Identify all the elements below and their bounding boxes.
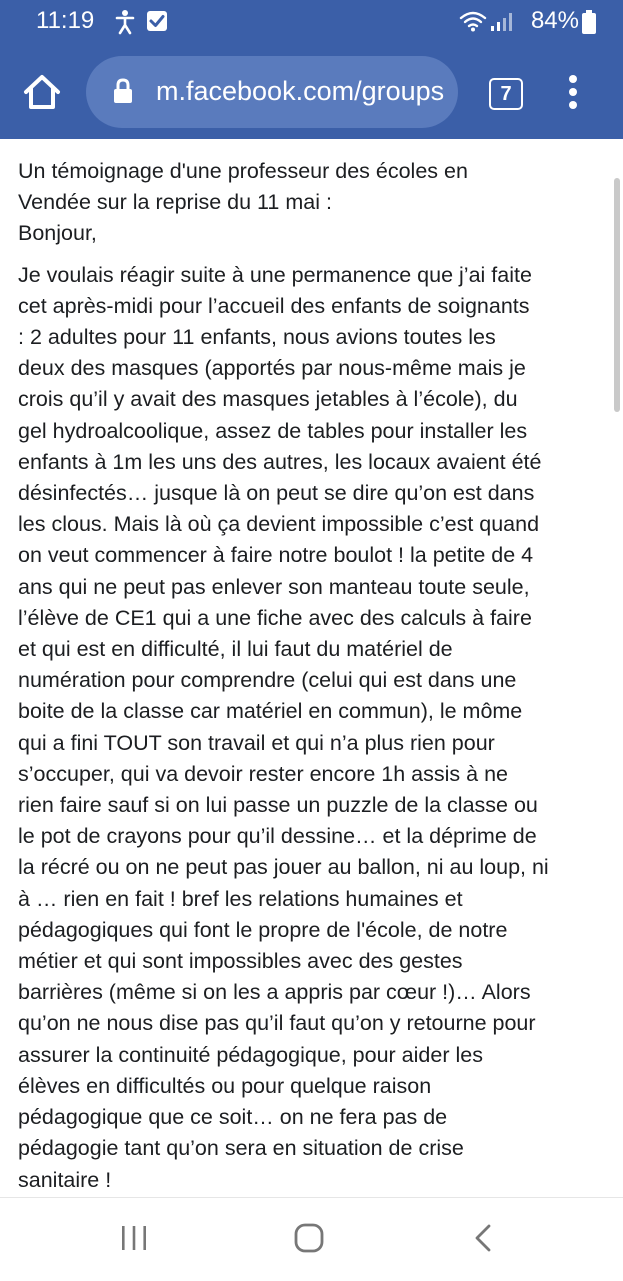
post-body-line: numération pour comprendre (celui qui est dans une [18, 668, 517, 693]
post-body-line: qu’on ne nous dise pas qu’il faut qu’on y retourne pour [18, 1011, 536, 1036]
post-body-line: et qui est en difficulté, il lui faut du matériel de [18, 637, 453, 662]
signal-icon [490, 12, 512, 37]
post-intro-line: Vendée sur la reprise du 11 mai : [18, 190, 332, 215]
post-body-line: désinfectés… jusque là on peut se dire qu’on est dans [18, 481, 535, 506]
post-body-line: élèves en difficultés ou pour quelque raison [18, 1073, 432, 1098]
url-field[interactable] [86, 56, 458, 128]
post-content [18, 156, 610, 1196]
post-body-line: enfants à 1m les uns des autres, les locaux avaient été [18, 449, 542, 474]
post-body-line: à … rien en fait ! bref les relations humaines et [18, 886, 463, 911]
post-body-line: deux des masques (apportés par nous-même mais je [18, 356, 526, 381]
wifi-icon [459, 10, 487, 37]
more-vert-icon[interactable] [561, 72, 585, 112]
post-body-line: pédagogique que ce soit… on ne fera pas de [18, 1105, 448, 1130]
system-navigation-bar [0, 1197, 623, 1281]
post-body-line: métier et qui sont impossibles avec des gestes [18, 949, 463, 974]
post-body-line: pédagogie tant qu’on sera en situation de crise [18, 1136, 464, 1161]
post-body-line: : 2 adultes pour 11 enfants, nous avions toutes les [18, 325, 496, 350]
recent-apps-icon[interactable] [114, 1218, 154, 1258]
tabs-icon[interactable] [489, 78, 523, 110]
home-icon[interactable] [20, 70, 64, 114]
lock-icon [112, 78, 134, 104]
post-body-line: la récré ou on ne peut pas jouer au ballon, ni au loup, ni [18, 855, 549, 880]
post-body-line: cet après-midi pour l’accueil des enfants de soignants [18, 293, 530, 318]
tab-count: 7 [500, 83, 512, 105]
post-body-line: ans qui ne peut pas enlever son manteau toute seule, [18, 574, 530, 599]
battery-percentage: 84% [530, 7, 579, 34]
browser-top-bar [0, 0, 623, 139]
status-bar [0, 0, 623, 44]
post-body-line: assurer la continuité pédagogique, pour aider les [18, 1042, 483, 1067]
post-intro-line: Bonjour, [18, 221, 97, 246]
post-body-line: le pot de crayons pour qu’il dessine… et la déprime de [18, 824, 537, 849]
post-intro [18, 156, 610, 250]
post-body-line: pédagogiques qui font le propre de l'école, de notre [18, 917, 508, 942]
battery-icon [582, 10, 596, 39]
post-body-line: s’occuper, qui va devoir rester encore 1h assis à ne [18, 761, 508, 786]
post-body-line: l’élève de CE1 qui a une fiche avec des calculs à faire [18, 605, 532, 630]
post-body-line: Je voulais réagir suite à une permanence que j’ai faite [18, 262, 532, 287]
url-text: m.facebook.com/groups [156, 76, 445, 106]
post-body-line: boite de la classe car matériel en commun), le môme [18, 699, 523, 724]
back-icon[interactable] [464, 1218, 504, 1258]
home-nav-icon[interactable] [289, 1218, 329, 1258]
post-body-line: sanitaire ! [18, 1167, 112, 1192]
address-bar [0, 44, 623, 139]
checkbox-notification-icon [146, 9, 168, 38]
post-intro-line: Un témoignage d'une professeur des écoles en [18, 159, 468, 183]
scrollbar[interactable] [614, 178, 620, 412]
status-time: 11:19 [36, 7, 95, 34]
accessibility-icon [114, 9, 136, 40]
post-body-line: barrières (même si on les a appris par cœur !)… Alors [18, 980, 531, 1005]
post-body-line: gel hydroalcoolique, assez de tables pour installer les [18, 418, 528, 443]
post-body-line: les clous. Mais là où ça devient impossible c’est quand [18, 512, 540, 537]
post-body-line: on veut commencer à faire notre boulot ! la petite de 4 [18, 543, 534, 568]
post-body-line: crois qu’il y avait des masques jetables à l’école), du [18, 387, 518, 412]
post-body-line: qui a fini TOUT son travail et qui n’a plus rien pour [18, 730, 495, 755]
post-body-line: rien faire sauf si on lui passe un puzzle de la classe ou [18, 793, 538, 818]
post-body [18, 260, 610, 1196]
